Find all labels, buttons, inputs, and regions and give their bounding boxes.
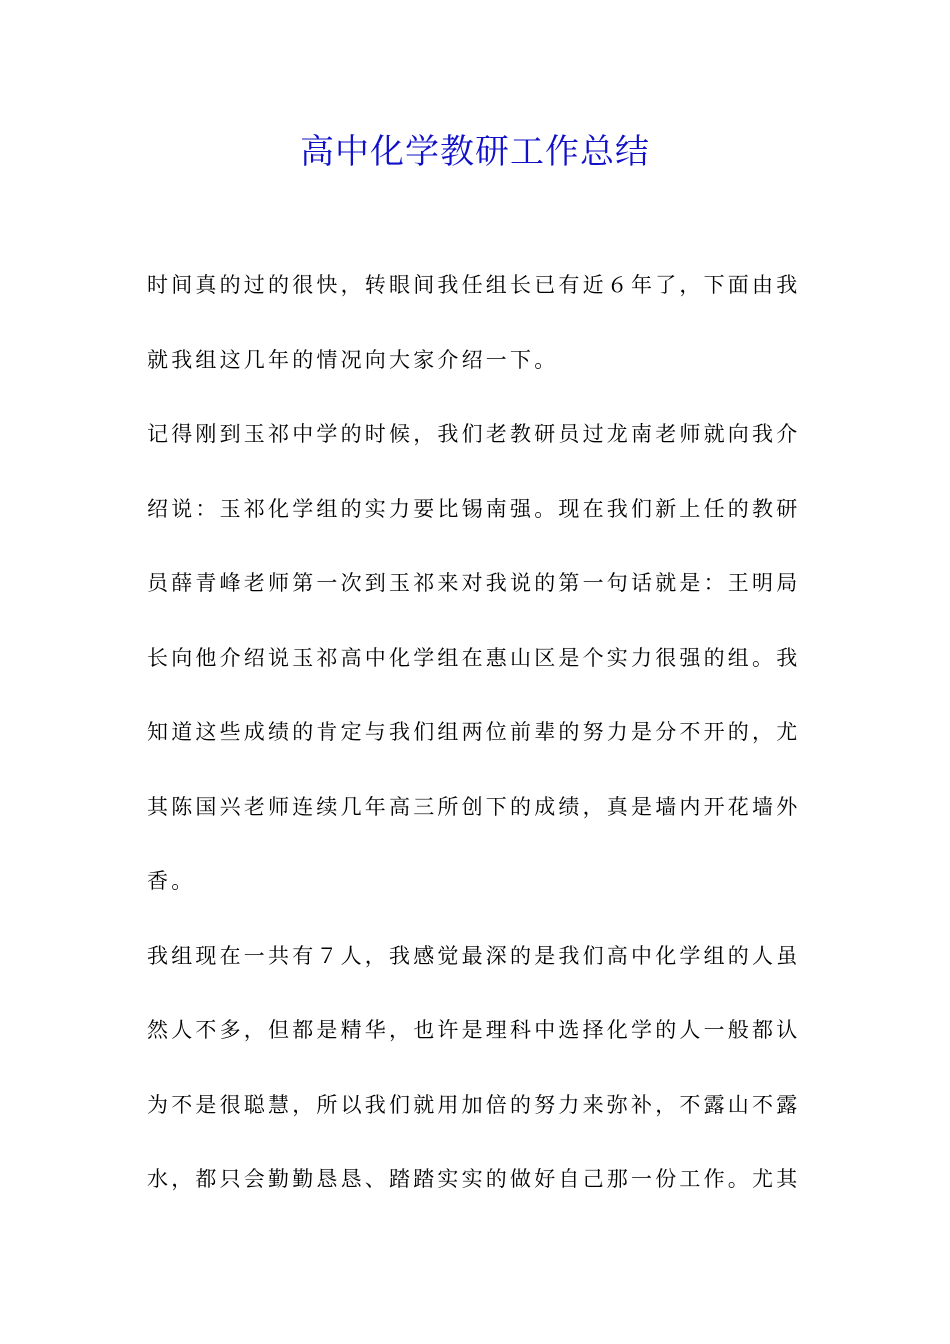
paragraph-2 [147, 411, 807, 933]
document-body [147, 262, 807, 1231]
text-line: 我组现在一共有７人，我感觉最深的是我们高中化学组的人虽 [147, 943, 801, 968]
text-line: 其陈国兴老师连续几年高三所创下的成绩，真是墙内开花墙外 [147, 794, 801, 819]
text-line: 就我组这几年的情况向大家介绍一下。 [147, 347, 559, 372]
text-line: 绍说：玉祁化学组的实力要比锡南强。现在我们新上任的教研 [147, 496, 801, 521]
paragraph-3 [147, 933, 807, 1231]
text-line: 时间真的过的很快，转眼间我任组长已有近６年了，下面由我 [147, 273, 801, 297]
text-line: 然人不多，但都是精华，也许是理科中选择化学的人一般都认 [147, 1018, 801, 1042]
text-line: 知道这些成绩的肯定与我们组两位前辈的努力是分不开的，尤 [147, 720, 801, 744]
text-line: 记得刚到玉祁中学的时候，我们老教研员过龙南老师就向我介 [147, 422, 801, 446]
document-title: 高中化学教研工作总结 [300, 132, 650, 172]
text-line: 为不是很聪慧，所以我们就用加倍的努力来弥补，不露山不露 [147, 1092, 801, 1117]
text-line: 水，都只会勤勤恳恳、踏踏实实的做好自己那一份工作。尤其 [147, 1167, 801, 1191]
paragraph-1 [147, 262, 807, 411]
text-line: 长向他介绍说玉祁高中化学组在惠山区是个实力很强的组。我 [147, 645, 801, 670]
text-line: 香。 [147, 869, 196, 893]
text-line: 员薛青峰老师第一次到玉祁来对我说的第一句话就是：王明局 [147, 571, 801, 595]
